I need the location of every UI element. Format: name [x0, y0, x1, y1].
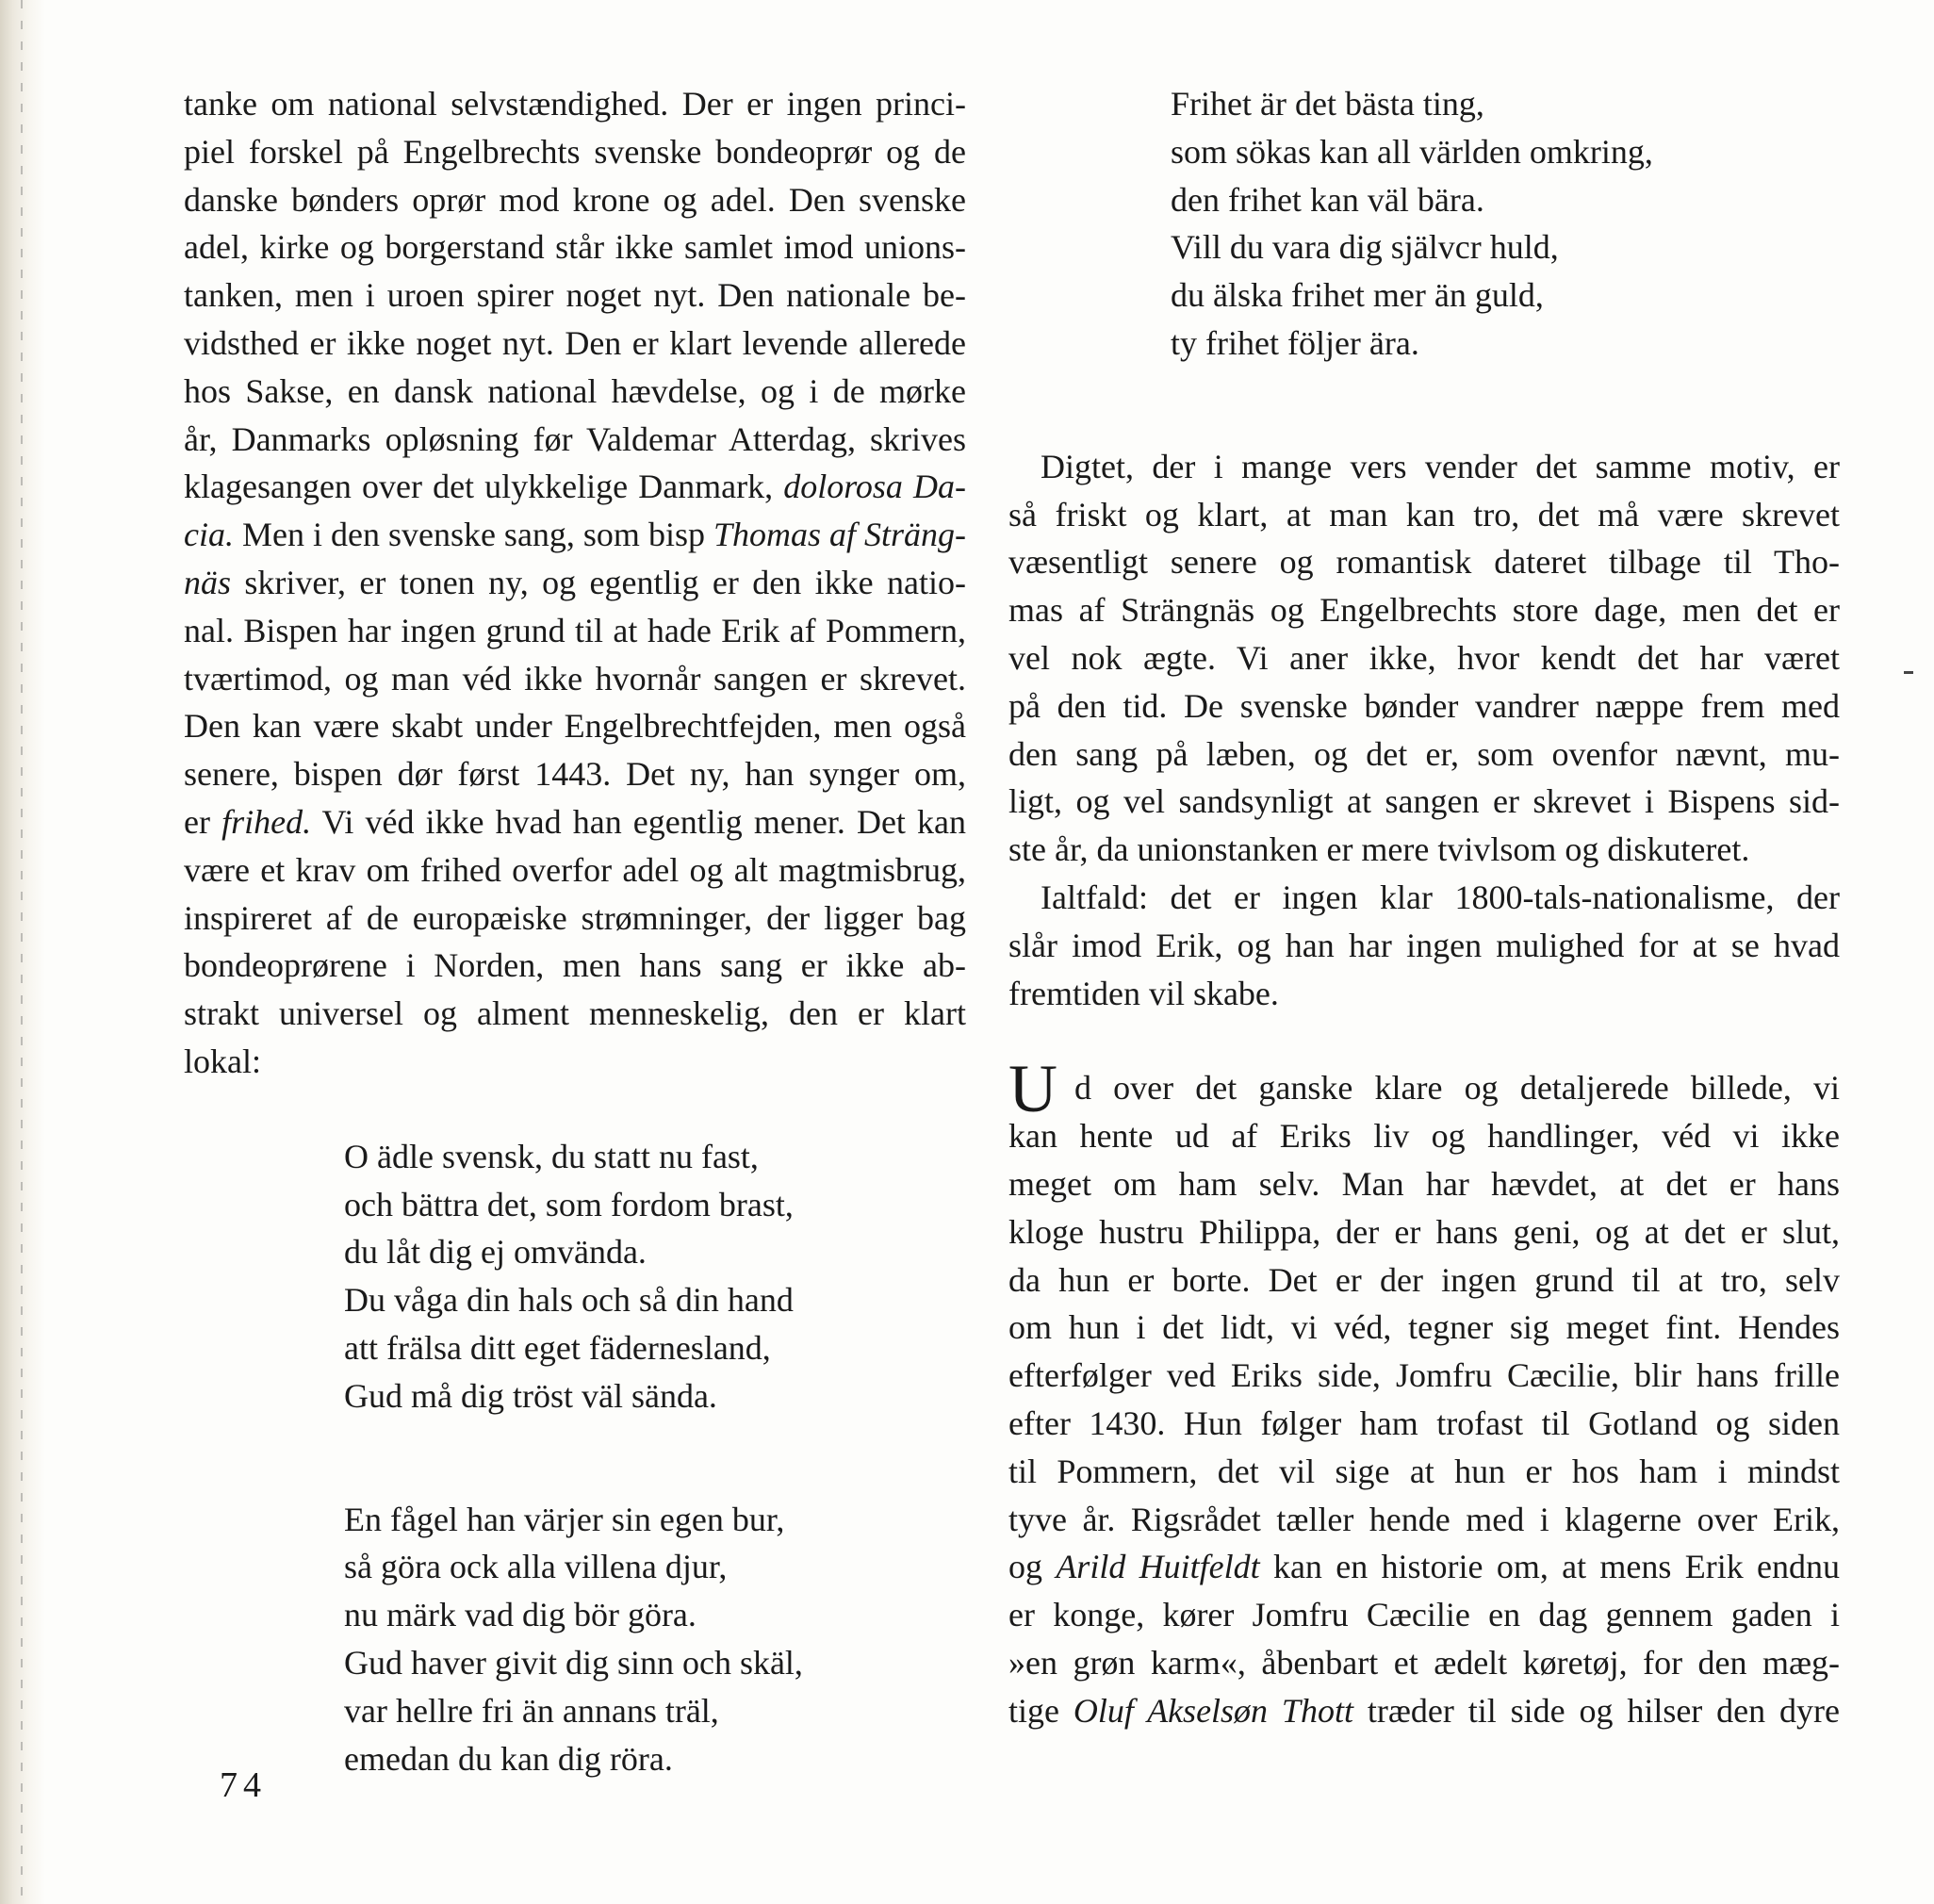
italic-text: Arild Huitfeldt — [1056, 1548, 1260, 1586]
text-line — [184, 798, 966, 846]
text-line: ty frihet följer ära. — [1171, 323, 1419, 362]
italic-text: frihed. — [221, 802, 312, 841]
text-run: skriver, er tonen ny, og egentlig er den ikke natio- — [231, 563, 966, 601]
section-opening-line — [1008, 1051, 1840, 1127]
poem-stanza-3 — [1008, 80, 1840, 368]
text-line: slår imod Erik, og han har ingen mulighed for at se hvad — [1008, 926, 1840, 964]
italic-text: dolorosa Da- — [783, 468, 967, 506]
book-gutter-shadow — [0, 0, 45, 1904]
text-line: piel forskel på Engelbrechts svenske bondeoprør og de — [184, 132, 966, 171]
text-line: Frihet är det bästa ting, — [1171, 85, 1484, 123]
text-line: om hun i det lidt, vi véd, tegner sig meget fint. Hendes — [1008, 1308, 1840, 1347]
text-line: tyve år. Rigsrådet tæller hende med i klagerne over Erik, — [1008, 1500, 1840, 1538]
text-line: inspireret af de europæiske strømninger, der ligger bag — [184, 898, 966, 937]
italic-text: näs — [184, 563, 232, 601]
text-line — [184, 559, 966, 607]
text-line: du låt dig ej omvända. — [344, 1233, 647, 1272]
text-line: som sökas kan all världen omkring, — [1171, 132, 1653, 171]
text-line: efter 1430. Hun følger ham trofast til Gotland og siden — [1008, 1403, 1840, 1442]
text-line: den frihet kan väl bära. — [1171, 180, 1484, 219]
text-line — [1008, 1543, 1840, 1591]
text-line: mas af Strängnäs og Engelbrechts store dage, men det er — [1008, 591, 1840, 630]
conclusion-paragraph — [1008, 874, 1840, 1017]
text-line: tanke om national selvstændighed. Der er ingen princi- — [184, 85, 966, 123]
text-line: er konge, kører Jomfru Cæcilie en dag gennem gaden i — [1008, 1596, 1840, 1634]
text-line: være et krav om frihed overfor adel og alt magtmisbrug, — [184, 850, 966, 889]
italic-text: Oluf Akselsøn Thott — [1073, 1691, 1353, 1730]
text-line: En fågel han värjer sin egen bur, — [344, 1500, 785, 1538]
poem-stanza-2 — [184, 1496, 966, 1783]
text-line: fremtiden vil skabe. — [1008, 974, 1279, 1012]
text-line — [184, 463, 966, 511]
text-line: O ädle svensk, du statt nu fast, — [344, 1137, 759, 1175]
page-number: 74 — [220, 1765, 267, 1805]
text-line: vidsthed er ikke noget nyt. Den er klart levende allerede — [184, 323, 966, 362]
text-line: kan hente ud af Eriks liv og handlinger, véd vi ikke — [1008, 1117, 1840, 1156]
text-line: år, Danmarks opløsning før Valdemar Atterdag, skrives — [184, 419, 966, 458]
right-text-column — [1008, 80, 1840, 1735]
text-line: emedan du kan dig röra. — [344, 1739, 673, 1778]
text-line: strakt universel og alment menneskelig, den er klart — [184, 994, 966, 1033]
text-line: kloge hustru Philippa, der er hans geni, og at det er slut, — [1008, 1212, 1840, 1251]
text-line: och bättra det, som fordom brast, — [344, 1185, 794, 1223]
text-run: klagesangen over det ulykkelige Danmark, — [184, 468, 784, 506]
section-first-line-text: d over det ganske klare og detaljerede billede, vi — [1074, 1069, 1840, 1108]
text-line: bondeoprørene i Norden, men hans sang er ikke ab- — [184, 946, 966, 985]
text-run: Men i den svenske sang, som bisp — [233, 516, 713, 554]
text-line: hos Sakse, en dansk national hævdelse, og i de mørke — [184, 371, 966, 410]
italic-text: Thomas af Sträng- — [713, 516, 967, 554]
text-line: Gud må dig tröst väl sända. — [344, 1376, 717, 1415]
text-run: kan en historie om, at mens Erik endnu — [1259, 1548, 1840, 1586]
left-prose-paragraph — [184, 80, 966, 1086]
text-line: »en grøn karm«, åbenbart et ædelt køretøj, for den mæg- — [1008, 1643, 1840, 1682]
drop-cap-initial: U — [1008, 1051, 1057, 1127]
text-line: da hun er borte. Det er der ingen grund til at tro, selv — [1008, 1260, 1840, 1299]
text-line: til Pommern, det vil sige at hun er hos ham i mindst — [1008, 1452, 1840, 1490]
text-line: så friskt og klart, at man kan tro, det må være skrevet — [1008, 495, 1840, 533]
text-line: adel, kirke og borgerstand står ikke samlet imod unions- — [184, 228, 966, 267]
text-line: senere, bispen dør først 1443. Det ny, han synger om, — [184, 755, 966, 794]
text-line: Du våga din hals och så din hand — [344, 1281, 794, 1320]
text-line: tværtimod, og man véd ikke hvornår sangen er skrevet. — [184, 659, 966, 698]
text-line: ligt, og vel sandsynligt at sangen er skrevet i Bispens sid- — [1008, 782, 1840, 821]
text-line: vel nok ægte. Vi aner ikke, hvor kendt det har været — [1008, 638, 1840, 677]
italic-text: cia. — [184, 516, 234, 554]
text-line: var hellre fri än annans träl, — [344, 1691, 719, 1730]
text-line — [1008, 1687, 1840, 1735]
page-edge-mark — [1904, 671, 1913, 674]
text-line: att frälsa ditt eget fädernesland, — [344, 1328, 771, 1367]
text-run: Vi véd ikke hvad han egentlig mener. Det kan — [311, 802, 967, 841]
text-line: nu märk vad dig bör göra. — [344, 1596, 697, 1634]
text-line: danske bønders oprør mod krone og adel. Den svenske — [184, 180, 966, 219]
text-line: du älska frihet mer än guld, — [1171, 276, 1544, 315]
text-line: lokal: — [184, 1042, 261, 1080]
commentary-paragraph — [1008, 443, 1840, 874]
text-line: Gud haver givit dig sinn och skäl, — [344, 1643, 803, 1682]
text-line — [184, 511, 966, 559]
text-line: så göra ock alla villena djur, — [344, 1548, 728, 1586]
text-line: Digtet, der i mange vers vender det samme motiv, er — [1041, 447, 1840, 485]
text-line: Vill du vara dig självcr huld, — [1171, 228, 1559, 267]
text-line: væsentligt senere og romantisk dateret tilbage til Tho- — [1008, 543, 1840, 582]
text-line: efterfølger ved Eriks side, Jomfru Cæcilie, blir hans frille — [1008, 1356, 1840, 1395]
book-binding-edge — [21, 0, 23, 1904]
text-run: tige — [1008, 1691, 1074, 1730]
text-line: Den kan være skabt under Engelbrechtfejden, men også — [184, 707, 966, 746]
text-line: meget om ham selv. Man har hævdet, at det er hans — [1008, 1164, 1840, 1203]
text-line: Ialtfald: det er ingen klar 1800-tals-nationalisme, der — [1041, 878, 1840, 916]
section-body-paragraph — [1008, 1112, 1840, 1734]
text-line: nal. Bispen har ingen grund til at hade Erik af Pommern, — [184, 611, 966, 649]
text-line: tanken, men i uroen spirer noget nyt. Den nationale be- — [184, 276, 966, 315]
text-line: den sang på læben, og det er, som ovenfor nævnt, mu- — [1008, 734, 1840, 773]
text-run: og — [1008, 1548, 1057, 1586]
text-run: er — [184, 802, 222, 841]
text-line: på den tid. De svenske bønder vandrer næppe frem med — [1008, 686, 1840, 725]
poem-stanza-1 — [184, 1133, 966, 1420]
text-run: træder til side og hilser den dyre — [1352, 1691, 1840, 1730]
left-text-column — [184, 80, 966, 1782]
text-line: ste år, da unionstanken er mere tvivlsom og diskuteret. — [1008, 830, 1750, 869]
